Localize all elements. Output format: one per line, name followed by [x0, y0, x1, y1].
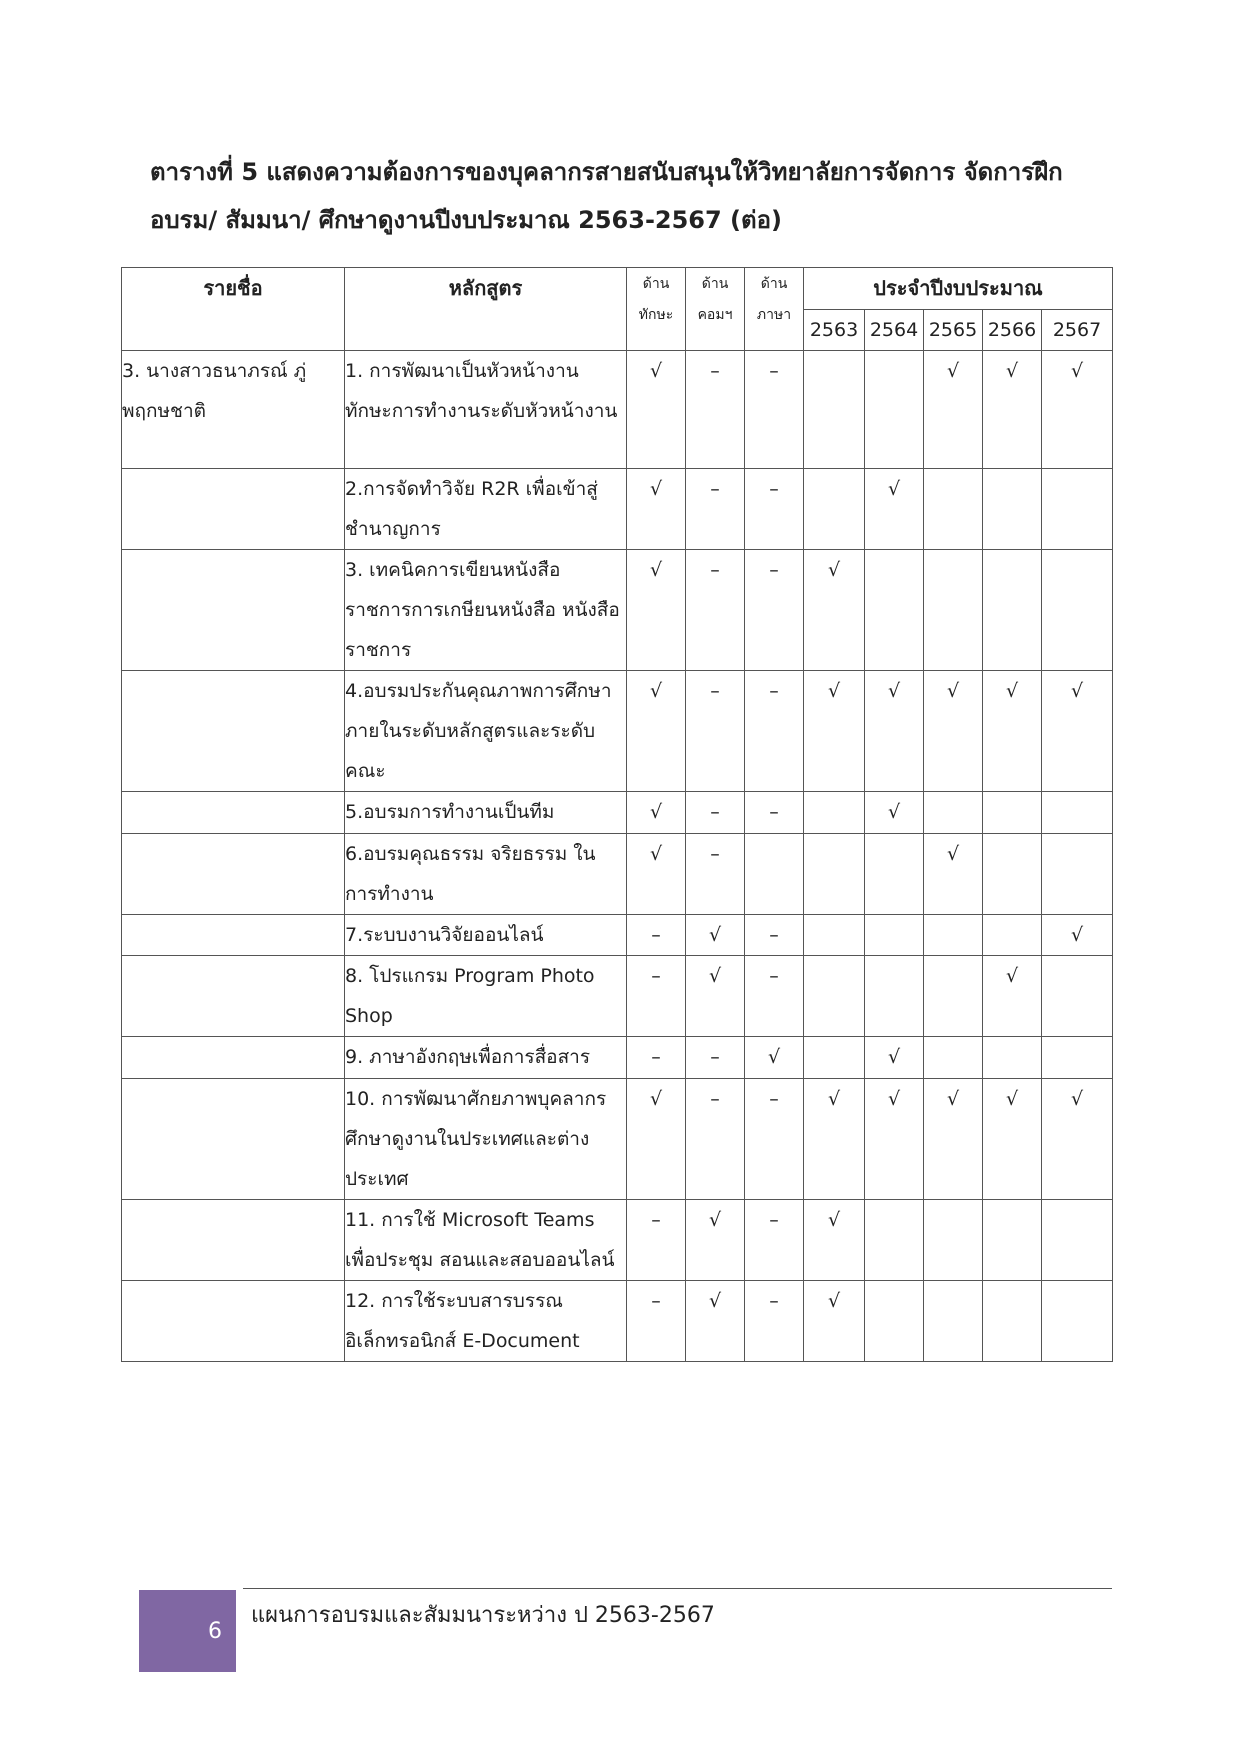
mark-cell-y2563 [804, 792, 865, 834]
mark-cell-y2564 [865, 1200, 924, 1281]
mark-cell-y2567 [1042, 792, 1113, 834]
mark-cell-y2565 [924, 1037, 983, 1079]
mark-cell-y2566 [983, 834, 1042, 915]
mark-cell-y2564: √ [865, 792, 924, 834]
person-name-cell [122, 834, 345, 915]
table-row [122, 915, 1113, 956]
mark-cell-comp: √ [686, 1200, 745, 1281]
person-name-cell [122, 1037, 345, 1079]
year-header: 2566 [983, 310, 1042, 351]
mark-cell-y2563 [804, 351, 865, 469]
mark-cell-comp: – [686, 792, 745, 834]
course-cell: 8. โปรแกรม Program Photo Shop [345, 956, 627, 1037]
column-header-budget-year: ประจำปีงบประมาณ [804, 268, 1113, 310]
mark-cell-y2564: √ [865, 1079, 924, 1200]
mark-cell-skill: √ [627, 550, 686, 671]
mark-cell-y2564 [865, 834, 924, 915]
mark-cell-y2566 [983, 550, 1042, 671]
year-header: 2567 [1042, 310, 1113, 351]
table-row [122, 550, 1113, 671]
mark-cell-y2563 [804, 834, 865, 915]
mark-cell-skill: – [627, 1200, 686, 1281]
mark-cell-comp: – [686, 469, 745, 550]
mark-cell-y2564: √ [865, 469, 924, 550]
mark-cell-comp: √ [686, 956, 745, 1037]
mark-cell-y2565: √ [924, 351, 983, 469]
mark-cell-skill: √ [627, 671, 686, 792]
mark-cell-y2564 [865, 915, 924, 956]
mark-cell-skill: √ [627, 351, 686, 469]
table-row [122, 351, 1113, 469]
mark-cell-y2563 [804, 1037, 865, 1079]
course-cell: 5.อบรมการทำงานเป็นทีม [345, 792, 627, 834]
year-header: 2565 [924, 310, 983, 351]
table-body [122, 351, 1113, 1362]
mark-cell-y2565: √ [924, 834, 983, 915]
table-row [122, 469, 1113, 550]
mark-cell-y2567: √ [1042, 915, 1113, 956]
table-row [122, 834, 1113, 915]
mark-cell-comp: – [686, 671, 745, 792]
column-header-language [745, 268, 804, 351]
header-line: ทักษะ [638, 307, 674, 323]
person-name-cell [122, 550, 345, 671]
course-cell: 1. การพัฒนาเป็นหัวหน้างาน ทักษะการทำงานระดับหัวหน้างาน [345, 351, 627, 469]
course-cell: 7.ระบบงานวิจัยออนไลน์ [345, 915, 627, 956]
mark-cell-y2565: √ [924, 671, 983, 792]
person-name-cell [122, 469, 345, 550]
table-row [122, 792, 1113, 834]
mark-cell-y2563 [804, 469, 865, 550]
mark-cell-y2566 [983, 1200, 1042, 1281]
column-header-skill [627, 268, 686, 351]
course-cell: 9. ภาษาอังกฤษเพื่อการสื่อสาร [345, 1037, 627, 1079]
mark-cell-comp: – [686, 834, 745, 915]
table-row [122, 1200, 1113, 1281]
mark-cell-lang [745, 834, 804, 915]
mark-cell-y2564 [865, 956, 924, 1037]
course-cell: 10. การพัฒนาศักยภาพบุคลากรศึกษาดูงานในประเทศและต่างประเทศ [345, 1079, 627, 1200]
mark-cell-y2563: √ [804, 550, 865, 671]
mark-cell-comp: √ [686, 915, 745, 956]
mark-cell-y2565 [924, 956, 983, 1037]
person-name-cell [122, 671, 345, 792]
mark-cell-y2563: √ [804, 671, 865, 792]
mark-cell-y2566 [983, 469, 1042, 550]
mark-cell-comp: – [686, 1037, 745, 1079]
mark-cell-y2567 [1042, 469, 1113, 550]
mark-cell-y2565 [924, 792, 983, 834]
year-header: 2564 [865, 310, 924, 351]
mark-cell-y2564 [865, 1281, 924, 1362]
mark-cell-comp: √ [686, 1281, 745, 1362]
mark-cell-y2566 [983, 792, 1042, 834]
course-cell: 6.อบรมคุณธรรม จริยธรรม ในการทำงาน [345, 834, 627, 915]
mark-cell-y2565 [924, 469, 983, 550]
mark-cell-y2566: √ [983, 671, 1042, 792]
mark-cell-skill: √ [627, 469, 686, 550]
mark-cell-lang: – [745, 915, 804, 956]
mark-cell-y2566 [983, 915, 1042, 956]
mark-cell-y2564 [865, 351, 924, 469]
mark-cell-lang: – [745, 469, 804, 550]
mark-cell-y2564: √ [865, 1037, 924, 1079]
person-name-cell: 3. นางสาวธนาภรณ์ ภู่พฤกษชาติ [122, 351, 345, 469]
mark-cell-y2567 [1042, 1281, 1113, 1362]
mark-cell-lang: – [745, 956, 804, 1037]
header-line: ด้าน [701, 276, 729, 292]
mark-cell-y2563: √ [804, 1281, 865, 1362]
mark-cell-y2566: √ [983, 351, 1042, 469]
course-cell: 12. การใช้ระบบสารบรรณอิเล็กทรอนิกส์ E-Document [345, 1281, 627, 1362]
mark-cell-y2567: √ [1042, 351, 1113, 469]
course-cell: 3. เทคนิคการเขียนหนังสือราชการการเกษียนหนังสือ หนังสือราชการ [345, 550, 627, 671]
mark-cell-lang: – [745, 1200, 804, 1281]
footer-title: แผนการอบรมและสัมมนาระหว่าง ป 2563-2567 [251, 1603, 715, 1628]
page-number: 6 [208, 1618, 222, 1644]
year-header: 2563 [804, 310, 865, 351]
table-caption: ตารางที่ 5 แสดงความต้องการของบุคลากรสายสนับสนุนให้วิทยาลัยการจัดการ จัดการฝึกอบรม/ สัมมนา/ ศึกษาดูงานปีงบประมาณ 2563-2567 (ต่อ) [150, 158, 1063, 234]
mark-cell-y2567 [1042, 956, 1113, 1037]
mark-cell-y2565 [924, 1281, 983, 1362]
mark-cell-y2566 [983, 1281, 1042, 1362]
person-name-cell [122, 1281, 345, 1362]
column-header-course: หลักสูตร [345, 268, 627, 351]
mark-cell-skill: – [627, 1281, 686, 1362]
person-name-cell [122, 915, 345, 956]
mark-cell-lang: – [745, 1281, 804, 1362]
course-cell: 2.การจัดทำวิจัย R2R เพื่อเข้าสู่ชำนาญการ [345, 469, 627, 550]
training-needs-table [121, 267, 1113, 1362]
mark-cell-y2565: √ [924, 1079, 983, 1200]
mark-cell-y2563: √ [804, 1079, 865, 1200]
table-row [122, 956, 1113, 1037]
mark-cell-comp: – [686, 550, 745, 671]
table-row [122, 1281, 1113, 1362]
person-name-cell [122, 792, 345, 834]
header-line: ด้าน [760, 276, 788, 292]
mark-cell-y2564 [865, 550, 924, 671]
mark-cell-skill: – [627, 956, 686, 1037]
mark-cell-y2567 [1042, 550, 1113, 671]
course-cell: 11. การใช้ Microsoft Teams เพื่อประชุม สอนและสอบออนไลน์ [345, 1200, 627, 1281]
person-name-cell [122, 956, 345, 1037]
table-row [122, 671, 1113, 792]
mark-cell-y2566: √ [983, 956, 1042, 1037]
mark-cell-y2567: √ [1042, 1079, 1113, 1200]
mark-cell-skill: √ [627, 792, 686, 834]
mark-cell-skill: √ [627, 834, 686, 915]
mark-cell-y2566: √ [983, 1079, 1042, 1200]
mark-cell-lang: – [745, 671, 804, 792]
course-cell: 4.อบรมประกันคุณภาพการศึกษาภายในระดับหลักสูตรและระดับคณะ [345, 671, 627, 792]
footer-divider [243, 1588, 1112, 1589]
mark-cell-y2563: √ [804, 1200, 865, 1281]
mark-cell-y2567 [1042, 1200, 1113, 1281]
mark-cell-skill: – [627, 1037, 686, 1079]
column-header-name: รายชื่อ [122, 268, 345, 351]
person-name-cell [122, 1200, 345, 1281]
mark-cell-skill: √ [627, 1079, 686, 1200]
mark-cell-lang: – [745, 550, 804, 671]
mark-cell-y2565 [924, 915, 983, 956]
mark-cell-lang: – [745, 1079, 804, 1200]
mark-cell-y2567 [1042, 834, 1113, 915]
mark-cell-y2564: √ [865, 671, 924, 792]
mark-cell-y2566 [983, 1037, 1042, 1079]
header-line: คอมฯ [697, 307, 733, 323]
mark-cell-comp: – [686, 1079, 745, 1200]
mark-cell-y2567 [1042, 1037, 1113, 1079]
mark-cell-lang: √ [745, 1037, 804, 1079]
mark-cell-y2563 [804, 956, 865, 1037]
header-line: ภาษา [756, 307, 792, 323]
column-header-computer [686, 268, 745, 351]
mark-cell-comp: – [686, 351, 745, 469]
mark-cell-y2565 [924, 550, 983, 671]
mark-cell-lang: – [745, 351, 804, 469]
table-row [122, 1079, 1113, 1200]
mark-cell-skill: – [627, 915, 686, 956]
page-number-badge [139, 1590, 236, 1672]
mark-cell-y2565 [924, 1200, 983, 1281]
mark-cell-y2563 [804, 915, 865, 956]
table-row [122, 1037, 1113, 1079]
header-line: ด้าน [642, 276, 670, 292]
mark-cell-y2567: √ [1042, 671, 1113, 792]
mark-cell-lang: – [745, 792, 804, 834]
person-name-cell [122, 1079, 345, 1200]
